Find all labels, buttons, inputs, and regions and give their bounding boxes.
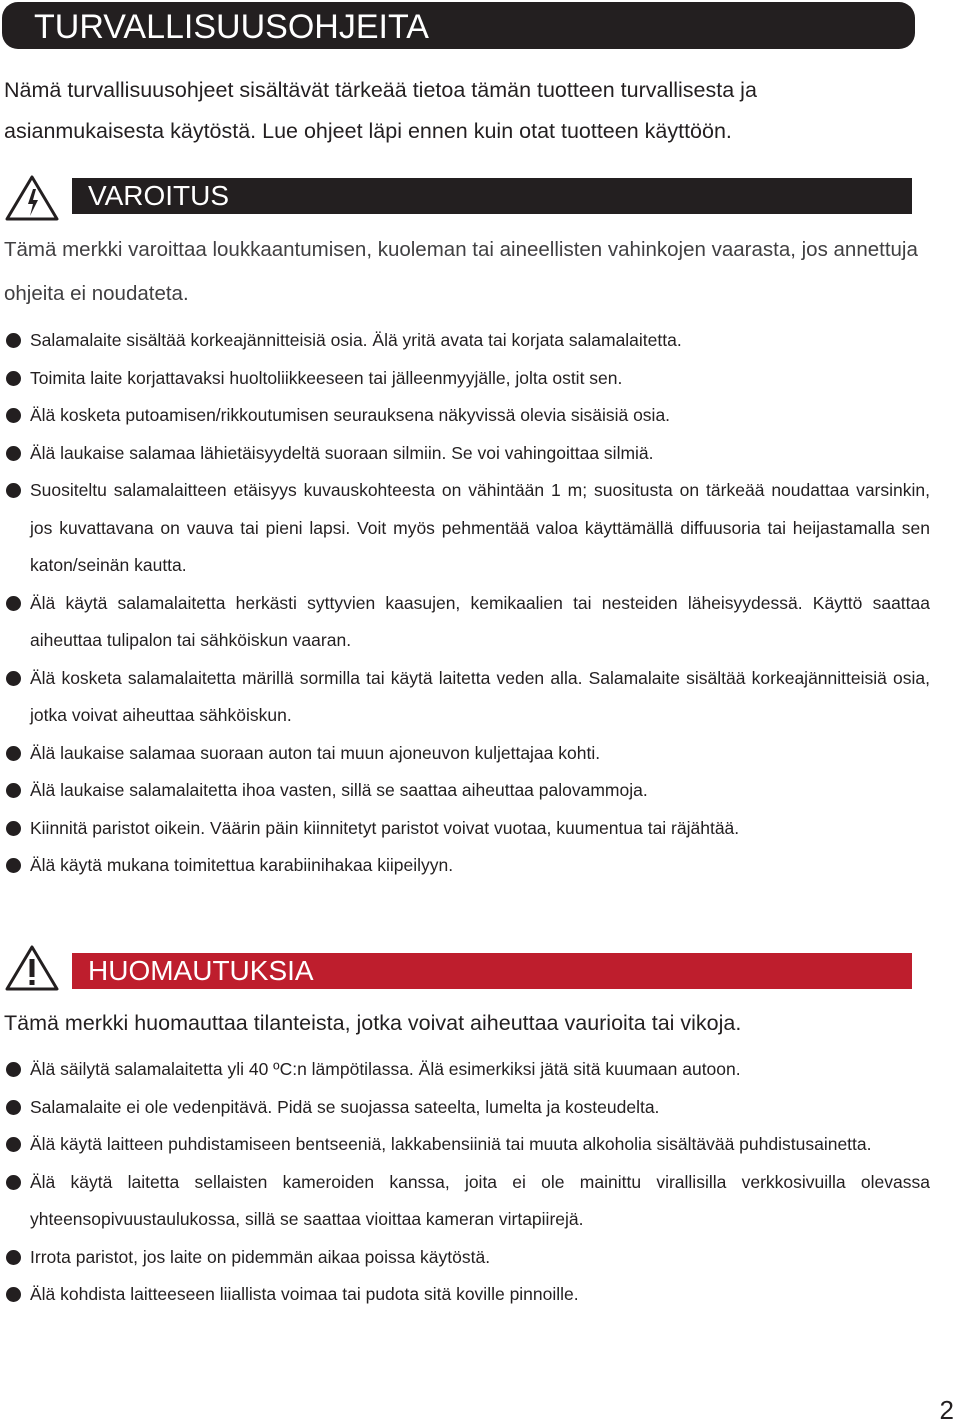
bullet-icon xyxy=(6,371,21,386)
bullet-icon xyxy=(6,1137,21,1152)
bullet-icon xyxy=(6,858,21,873)
warning-description: Tämä merkki varoittaa loukkaantumisen, kuoleman tai aineellisten vahinkojen vaarasta, jos annettuja ohjeita ei noudateta. xyxy=(4,238,918,305)
list-item xyxy=(0,1126,930,1164)
intro-text: Nämä turvallisuusohjeet sisältävät tärkeää tietoa tämän tuotteen turvallisesta ja asianmukaisesta käytöstä. Lue ohjeet läpi ennen kuin otat tuotteen käyttöön. xyxy=(4,78,757,143)
list-item xyxy=(0,810,930,848)
bullet-icon xyxy=(6,408,21,423)
list-item-text: Älä käytä laitteen puhdistamiseen bentseeniä, lakkabensiiniä tai muuta alkoholia sisältävää puhdistusainetta. xyxy=(30,1134,872,1154)
list-item xyxy=(0,1051,930,1089)
bullet-icon xyxy=(6,671,21,686)
list-item-text: Älä kosketa salamalaitetta märillä sormilla tai käytä laitetta veden alla. Salamalaite sisältää korkeajännitteisiä osia, jotka voivat aiheuttaa sähköiskun. xyxy=(30,667,930,725)
warning-heading-bar xyxy=(72,178,912,214)
list-item xyxy=(0,322,930,360)
exclamation-warning-icon xyxy=(4,944,60,992)
list-item-text: Salamalaite ei ole vedenpitävä. Pidä se suojassa sateelta, lumelta ja kosteudelta. xyxy=(30,1096,660,1117)
notice-heading-bar xyxy=(72,953,912,989)
list-item xyxy=(0,772,930,810)
warning-heading: VAROITUS xyxy=(88,180,230,211)
notice-heading: HUOMAUTUKSIA xyxy=(88,955,314,986)
list-item-text: Älä kohdista laitteeseen liiallista voimaa tai pudota sitä koville pinnoille. xyxy=(30,1284,579,1304)
list-item xyxy=(0,735,930,773)
list-item xyxy=(0,1164,930,1239)
list-item-text: Salamalaite sisältää korkeajännitteisiä osia. Älä yritä avata tai korjata salamalaitetta. xyxy=(30,330,682,350)
warning-list xyxy=(0,322,930,885)
list-item-text: Älä käytä laitetta sellaisten kameroiden kanssa, joita ei ole mainittu virallisilla verkkosivuilla olevassa yhteensopivuustaulukossa, sillä se saattaa vioittaa kameran virtapiirejä. xyxy=(30,1171,930,1229)
list-item-text: Toimita laite korjattavaksi huoltoliikkeeseen tai jälleenmyyjälle, jolta ostit sen. xyxy=(30,367,623,388)
page-title-bar xyxy=(2,2,915,49)
list-item xyxy=(0,1276,930,1314)
list-item-text: Älä laukaise salamaa lähietäisyydeltä suoraan silmiin. Se voi vahingoittaa silmiä. xyxy=(30,442,654,463)
list-item-text: Kiinnitä paristot oikein. Väärin päin kiinnitetyt paristot voivat vuotaa, kuumentua tai räjähtää. xyxy=(30,817,740,838)
bullet-icon xyxy=(6,746,21,761)
list-item-text: Älä laukaise salamaa suoraan auton tai muun ajoneuvon kuljettajaa kohti. xyxy=(30,742,601,763)
list-item-text: Älä kosketa putoamisen/rikkoutumisen seurauksena näkyvissä olevia sisäisiä osia. xyxy=(30,405,671,425)
list-item xyxy=(0,397,930,435)
list-item xyxy=(0,1089,930,1127)
bullet-icon xyxy=(6,821,21,836)
list-item xyxy=(0,660,930,735)
list-item xyxy=(0,585,930,660)
list-item-text: Älä käytä salamalaitetta herkästi syttyvien kaasujen, kemikaalien tai nesteiden läheisyydessä. Käyttö saattaa aiheuttaa tulipalon tai sähköiskun vaaran. xyxy=(30,592,930,650)
bullet-icon xyxy=(6,1287,21,1302)
notice-description: Tämä merkki huomauttaa tilanteista, jotka voivat aiheuttaa vaurioita tai vikoja. xyxy=(4,1011,742,1035)
page-number: 2 xyxy=(939,1395,954,1425)
list-item xyxy=(0,1239,930,1277)
notice-list xyxy=(0,1051,930,1314)
page-title: TURVALLISUUSOHJEITA xyxy=(34,8,429,46)
list-item-text: Suositeltu salamalaitteen etäisyys kuvauskohteesta on vähintään 1 m; suositusta on tärkeää noudattaa varsinkin, jos kuvattavana on vauva tai pieni lapsi. Voit myös pehmentää valoa käyttämällä diffuusoria tai heijastamalla sen katon/seinän kautta. xyxy=(30,480,930,575)
list-item-text: Älä käytä mukana toimitettua karabiinihakaa kiipeilyyn. xyxy=(30,855,454,875)
list-item xyxy=(0,472,930,585)
bullet-icon xyxy=(6,333,21,348)
list-item-text: Älä säilytä salamalaitetta yli 40 ºC:n lämpötilassa. Älä esimerkiksi jätä sitä kuumaan autoon. xyxy=(30,1059,741,1079)
bullet-icon xyxy=(6,1250,21,1265)
list-item xyxy=(0,847,930,885)
bullet-icon xyxy=(6,596,21,611)
electric-shock-warning-icon xyxy=(4,174,60,222)
list-item-text: Irrota paristot, jos laite on pidemmän aikaa poissa käytöstä. xyxy=(30,1246,491,1267)
bullet-icon xyxy=(6,446,21,461)
bullet-icon xyxy=(6,1062,21,1077)
bullet-icon xyxy=(6,1175,21,1190)
list-item xyxy=(0,360,930,398)
bullet-icon xyxy=(6,1100,21,1115)
bullet-icon xyxy=(6,783,21,798)
list-item xyxy=(0,435,930,473)
bullet-icon xyxy=(6,483,21,498)
list-item-text: Älä laukaise salamalaitetta ihoa vasten, sillä se saattaa aiheuttaa palovammoja. xyxy=(30,780,648,800)
